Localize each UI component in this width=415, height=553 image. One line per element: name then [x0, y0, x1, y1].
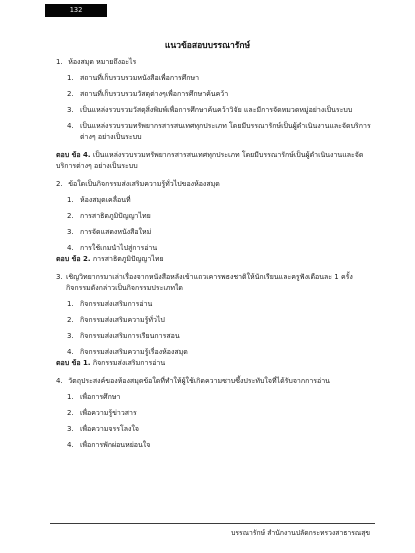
question-text: เชิญวิทยากรมาเล่าเรื่องจากหนังสือหลังเข้าแถวเคารพธงชาติให้นักเรียนและครูฟังเดือนละ 1 ครั้ง กิจกรรมดังกล่าวเป็นกิจกรรมประเภทใด: [66, 273, 353, 292]
page-number-box: [45, 4, 107, 17]
answer-label: ตอบ ข้อ 1.: [56, 359, 91, 367]
choice-item: 3. การจัดแสดงหนังสือใหม่: [67, 228, 152, 236]
choice-list: [56, 195, 376, 254]
choice-item: 3. เพื่อความจรรโลงใจ: [67, 425, 139, 433]
choice-list: [56, 392, 376, 451]
choice-item: 2. กิจกรรมส่งเสริมความรู้ทั่วไป: [67, 316, 165, 324]
choice-item: 1. สถานที่เก็บรวบรวมหนังสือเพื่อการศึกษา: [67, 74, 200, 82]
page-title: แนวข้อสอบบรรณารักษ์: [164, 41, 251, 51]
question-3: [56, 272, 376, 369]
choice-item: 4. เป็นแหล่งรวบรวมทรัพยากรสารสนเทศทุกประเภท โดยมีบรรณารักษ์เป็นผู้ดำเนินงานและจัดบริการต่างๆ อย่างเป็นระบบ: [67, 122, 371, 141]
choice-item: 4. การใช้เกมนำไปสู่การอ่าน: [67, 244, 158, 252]
choice-item: 3. กิจกรรมส่งเสริมการเรียนการสอน: [67, 332, 180, 340]
footer-text: บรรณารักษ์ สำนักงานปลัดกระทรวงสาธารณสุข: [231, 529, 370, 537]
footer-divider: [50, 523, 375, 524]
answer-label: ตอบ ข้อ 2.: [56, 255, 91, 263]
question-number: 1.: [56, 58, 63, 66]
answer: [56, 254, 376, 265]
answer: [56, 358, 376, 369]
choice-item: 1. เพื่อการศึกษา: [67, 393, 121, 401]
choice-list: [56, 73, 376, 143]
question-4: [56, 376, 376, 451]
choice-item: 4. กิจกรรมส่งเสริมความรู้เรื่องห้องสมุด: [67, 348, 188, 356]
question-list: [56, 57, 376, 451]
question-number: 3.: [56, 273, 63, 281]
answer-text: เป็นแหล่งรวบรวมทรัพยากรสารสนเทศทุกประเภท โดยมีบรรณารักษ์เป็นผู้ดำเนินงานและจัดบริการต่างๆ อย่างเป็นระบบ: [56, 151, 364, 170]
question-text: ห้องสมุด หมายถึงอะไร: [68, 58, 137, 66]
question-text: วัตถุประสงค์ของห้องสมุดข้อใดที่ทำให้ผู้ใช้เกิดความซาบซึ้งประทับใจที่ได้รับจากการอ่าน: [68, 377, 330, 385]
answer: [56, 150, 376, 172]
answer-text: การสาธิตภูมิปัญญาไทย: [92, 255, 164, 263]
answer-text: กิจกรรมส่งเสริมการอ่าน: [92, 359, 166, 367]
question-number: 2.: [56, 180, 63, 188]
question-2: [56, 179, 376, 265]
question-number: 4.: [56, 377, 63, 385]
answer-label: ตอบ ข้อ 4.: [56, 151, 91, 159]
question-text: ข้อใดเป็นกิจกรรมส่งเสริมความรู้ทั่วไปของห้องสมุด: [68, 180, 220, 188]
choice-item: 3. เป็นแหล่งรวบรวมวัสดุสิ่งพิมพ์เพื่อการศึกษาค้นคว้าวิจัย และมีการจัดหมวดหมู่อย่างเป็นระบบ: [67, 106, 353, 114]
question-1: [56, 57, 376, 172]
choice-item: 1. ห้องสมุดเคลื่อนที่: [67, 196, 131, 204]
choice-item: 2. การสาธิตภูมิปัญญาไทย: [67, 212, 151, 220]
choice-item: 2. เพื่อความรู้ข่าวสาร: [67, 409, 137, 417]
choice-list: [56, 299, 376, 358]
page-number: 132: [69, 6, 83, 14]
choice-item: 2. สถานที่เก็บรวบรวมวัสดุต่างๆเพื่อการศึกษาค้นคว้า: [67, 90, 229, 98]
choice-item: 1. กิจกรรมส่งเสริมการอ่าน: [67, 300, 153, 308]
choice-item: 4. เพื่อการพักผ่อนหย่อนใจ: [67, 441, 151, 449]
